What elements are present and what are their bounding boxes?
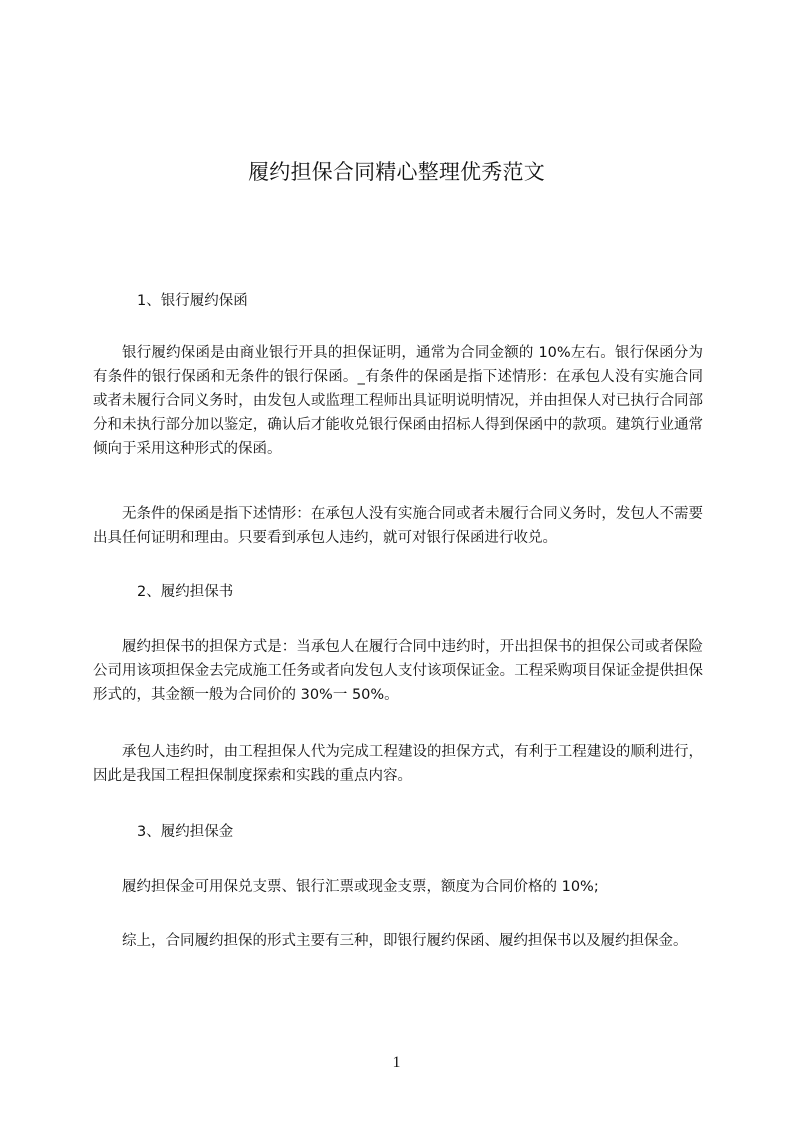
section-2-paragraph-2: 承包人违约时，由工程担保人代为完成工程建设的担保方式，有利于工程建设的顺利进行，因此是我国工程担保制度探索和实践的重点内容。 bbox=[93, 744, 703, 784]
section-heading-1: 1、银行履约保函 bbox=[137, 293, 248, 309]
section-3-paragraph-2: 综上，合同履约担保的形式主要有三种，即银行履约保函、履约担保书以及履约担保金。 bbox=[122, 933, 688, 949]
page-title: 履约担保合同精心整理优秀范文 bbox=[248, 160, 545, 185]
section-3-paragraph-1: 履约担保金可用保兑支票、银行汇票或现金支票，额度为合同价格的 10%; bbox=[122, 879, 599, 895]
section-heading-2: 2、履约担保书 bbox=[137, 584, 234, 600]
section-1-paragraph-1: 银行履约保函是由商业银行开具的担保证明，通常为合同金额的 10%左右。银行保函分为有条件的银行保函和无条件的银行保函。_有条件的保函是指下述情形：在承包人没有实施合同或者未履行合同义务时，由发包人或监理工程师出具证明说明情况，并由担保人对已执行合同部分和未执行部分加以鉴定，确认后才能收兑银行保函由招标人得到保函中的款项。建筑行业通常倾向于采用这种形式的保函。 bbox=[93, 345, 703, 457]
section-2-paragraph-1: 履约担保书的担保方式是：当承包人在履行合同中违约时，开出担保书的担保公司或者保险公司用该项担保金去完成施工任务或者向发包人支付该项保证金。工程采购项目保证金提供担保形式的，其金额一般为合同价的 30%一 50%。 bbox=[93, 639, 703, 703]
section-heading-3: 3、履约担保金 bbox=[137, 824, 234, 840]
section-1-paragraph-2: 无条件的保函是指下述情形：在承包人没有实施合同或者未履行合同义务时，发包人不需要出具任何证明和理由。只要看到承包人违约，就可对银行保函进行收兑。 bbox=[93, 506, 703, 546]
page-number: 1 bbox=[392, 1054, 401, 1071]
